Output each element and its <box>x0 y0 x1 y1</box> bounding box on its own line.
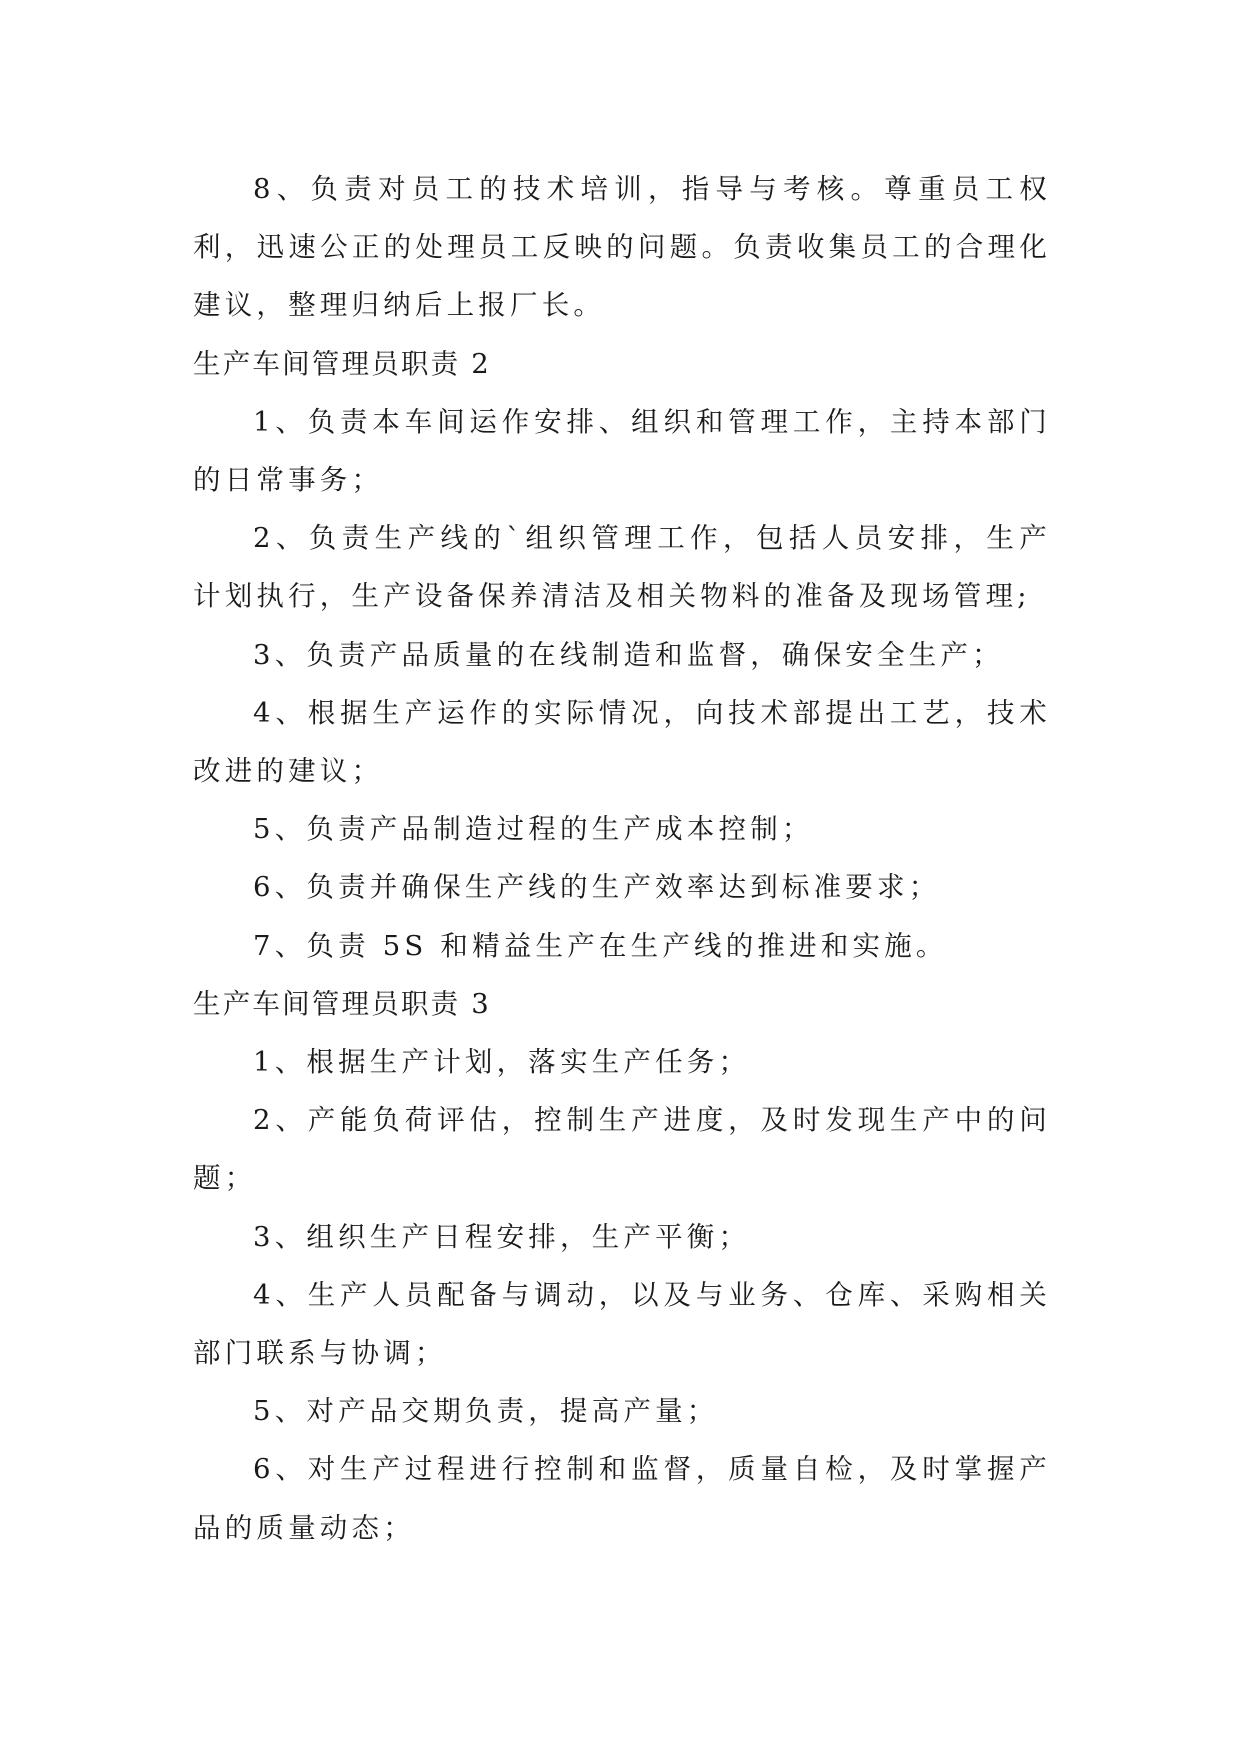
section-heading-3: 生产车间管理员职责 3 <box>193 987 491 1020</box>
paragraph-item: 6、负责并确保生产线的生产效率达到标准要求； <box>253 871 941 904</box>
paragraph-item: 3、组织生产日程安排，生产平衡； <box>253 1220 751 1253</box>
paragraph-item: 1、根据生产计划，落实生产任务； <box>253 1046 751 1079</box>
paragraph-item: 7、负责 5S 和精益生产在生产线的推进和实施。 <box>253 929 948 962</box>
paragraph-item: 3、负责产品质量的在线制造和监督，确保安全生产； <box>253 638 1004 671</box>
section-heading-2: 生产车间管理员职责 2 <box>193 347 491 380</box>
document-body <box>193 160 1051 1557</box>
paragraph-item: 2、产能负荷评估，控制生产进度，及时发现生产中的问题； <box>193 1104 1051 1195</box>
paragraph-item: 5、对产品交期负责，提高产量； <box>253 1395 719 1428</box>
paragraph-item: 5、负责产品制造过程的生产成本控制； <box>253 813 814 846</box>
paragraph-item-8: 8、负责对员工的技术培训，指导与考核。尊重员工权利，迅速公正的处理员工反映的问题。负责收集员工的合理化建议，整理归纳后上报厂长。 <box>193 173 1051 322</box>
paragraph-item: 2、负责生产线的`组织管理工作，包括人员安排，生产计划执行，生产设备保养清洁及相关物料的准备及现场管理; <box>193 522 1051 613</box>
paragraph-item: 1、负责本车间运作安排、组织和管理工作，主持本部门的日常事务； <box>193 405 1051 497</box>
paragraph-item: 4、根据生产运作的实际情况，向技术部提出工艺，技术改进的建议； <box>193 696 1051 788</box>
paragraph-item: 4、生产人员配备与调动，以及与业务、仓库、采购相关部门联系与协调； <box>193 1278 1051 1370</box>
paragraph-item: 6、对生产过程进行控制和监督，质量自检，及时掌握产品的质量动态； <box>193 1453 1051 1544</box>
